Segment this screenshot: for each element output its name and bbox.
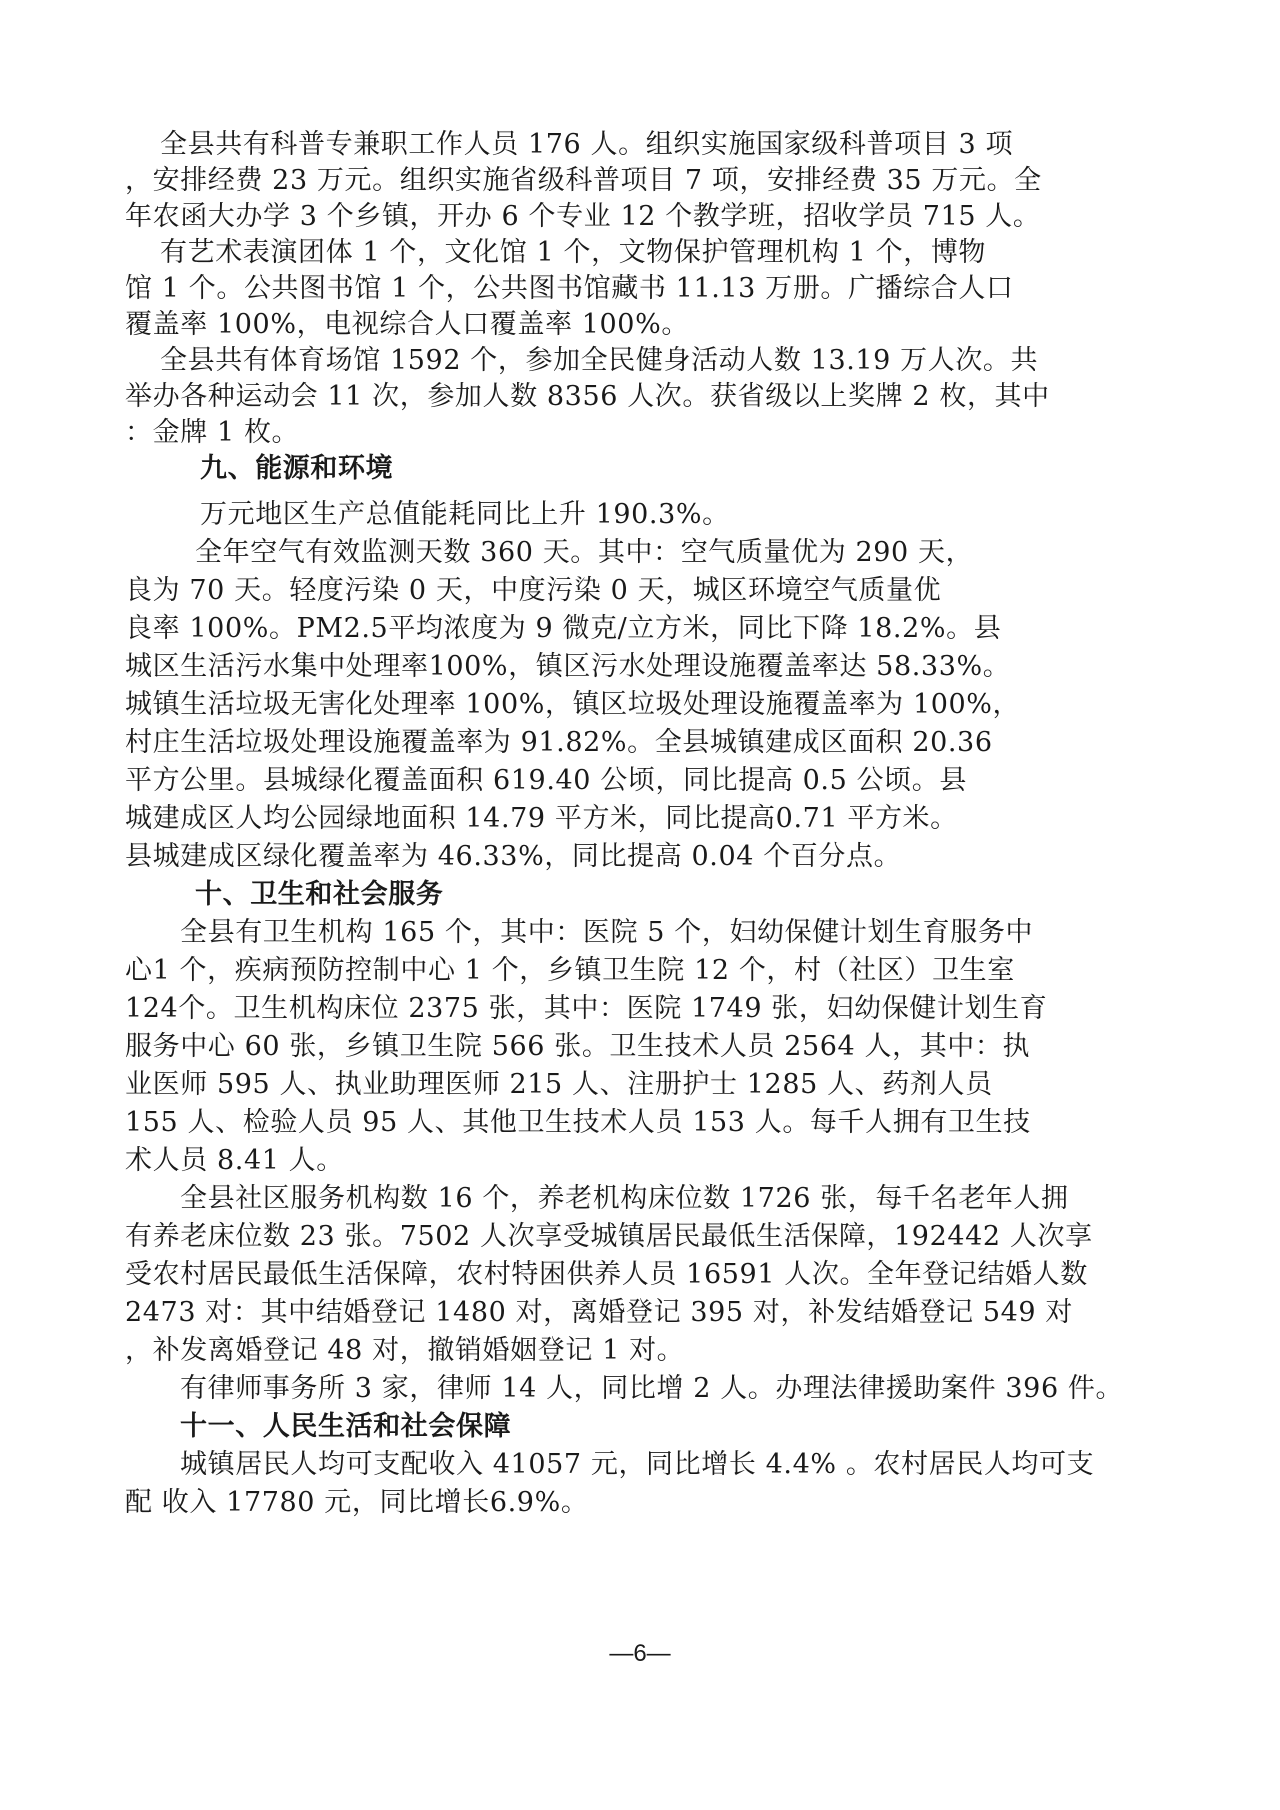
paragraph-line: 良率 100%。PM2.5平均浓度为 9 微克/立方米，同比下降 18.2%。县 — [125, 613, 1002, 644]
section-heading-living-social-security: 十一、人民生活和社会保障 — [180, 1411, 512, 1442]
paragraph-line: 术人员 8.41 人。 — [125, 1145, 344, 1176]
paragraph-line: 有养老床位数 23 张。7502 人次享受城镇居民最低生活保障，192442 人次享 — [125, 1221, 1093, 1252]
paragraph-line: 城镇生活垃圾无害化处理率 100%，镇区垃圾处理设施覆盖率为 100%， — [125, 689, 1021, 720]
paragraph-line: 服务中心 60 张，乡镇卫生院 566 张。卫生技术人员 2564 人，其中：执 — [125, 1031, 1031, 1062]
paragraph-line: 万元地区生产总值能耗同比上升 190.3%。 — [200, 499, 730, 530]
paragraph-line: 124个。卫生机构床位 2375 张，其中：医院 1749 张，妇幼保健计划生育 — [125, 993, 1048, 1024]
paragraph-line: 村庄生活垃圾处理设施覆盖率为 91.82%。全县城镇建成区面积 20.36 — [125, 727, 993, 758]
paragraph-line: 全县社区服务机构数 16 个，养老机构床位数 1726 张，每千名老年人拥 — [180, 1183, 1069, 1214]
paragraph-line: 全年空气有效监测天数 360 天。其中：空气质量优为 290 天， — [195, 537, 974, 568]
paragraph-line: ，补发离婚登记 48 对，撤销婚姻登记 1 对。 — [125, 1335, 685, 1366]
paragraph-line: 平方公里。县城绿化覆盖面积 619.40 公顷，同比提高 0.5 公顷。县 — [125, 765, 967, 796]
paragraph-line: 全县有卫生机构 165 个，其中：医院 5 个，妇幼保健计划生育服务中 — [180, 917, 1034, 948]
section-heading-health-social-services: 十、卫生和社会服务 — [195, 879, 444, 910]
paragraph-line: 155 人、检验人员 95 人、其他卫生技术人员 153 人。每千人拥有卫生技 — [125, 1107, 1031, 1138]
paragraph-line: 城区生活污水集中处理率100%，镇区污水处理设施覆盖率达 58.33%。 — [125, 651, 1011, 682]
paragraph-line: 举办各种运动会 11 次，参加人数 8356 人次。获省级以上奖牌 2 枚，其中 — [125, 381, 1050, 412]
paragraph-line: 城建成区人均公园绿地面积 14.79 平方米，同比提高0.71 平方米。 — [125, 803, 958, 834]
paragraph-line: 受农村居民最低生活保障，农村特困供养人员 16591 人次。全年登记结婚人数 — [125, 1259, 1088, 1290]
paragraph-line: 全县共有体育场馆 1592 个，参加全民健身活动人数 13.19 万人次。共 — [160, 345, 1039, 376]
paragraph-line: 良为 70 天。轻度污染 0 天，中度污染 0 天，城区环境空气质量优 — [125, 575, 942, 606]
paragraph-line: 覆盖率 100%，电视综合人口覆盖率 100%。 — [125, 309, 689, 340]
paragraph-line: 有律师事务所 3 家，律师 14 人，同比增 2 人。办理法律援助案件 396 件。 — [180, 1373, 1124, 1404]
paragraph-line: ，安排经费 23 万元。组织实施省级科普项目 7 项，安排经费 35 万元。全 — [125, 165, 1042, 196]
paragraph-line: 配 收入 17780 元，同比增长6.9%。 — [125, 1487, 589, 1518]
paragraph-line: 心1 个，疾病预防控制中心 1 个，乡镇卫生院 12 个，村（社区）卫生室 — [125, 955, 1015, 986]
paragraph-line: 有艺术表演团体 1 个，文化馆 1 个，文物保护管理机构 1 个，博物 — [160, 237, 987, 268]
page-number: —6— — [609, 1640, 671, 1667]
paragraph-line: 馆 1 个。公共图书馆 1 个，公共图书馆藏书 11.13 万册。广播综合人口 — [125, 273, 1014, 304]
section-heading-energy-environment: 九、能源和环境 — [200, 453, 394, 484]
paragraph-line: ：金牌 1 枚。 — [125, 417, 300, 448]
paragraph-line: 2473 对：其中结婚登记 1480 对，离婚登记 395 对，补发结婚登记 549 对 — [125, 1297, 1073, 1328]
paragraph-line: 县城建成区绿化覆盖率为 46.33%，同比提高 0.04 个百分点。 — [125, 841, 902, 872]
paragraph-line: 业医师 595 人、执业助理医师 215 人、注册护士 1285 人、药剂人员 — [125, 1069, 993, 1100]
paragraph-line: 全县共有科普专兼职工作人员 176 人。组织实施国家级科普项目 3 项 — [160, 129, 1014, 160]
paragraph-line: 年农函大办学 3 个乡镇，开办 6 个专业 12 个教学班，招收学员 715 人。 — [125, 201, 1041, 232]
paragraph-line: 城镇居民人均可支配收入 41057 元，同比增长 4.4% 。农村居民人均可支 — [180, 1449, 1095, 1480]
